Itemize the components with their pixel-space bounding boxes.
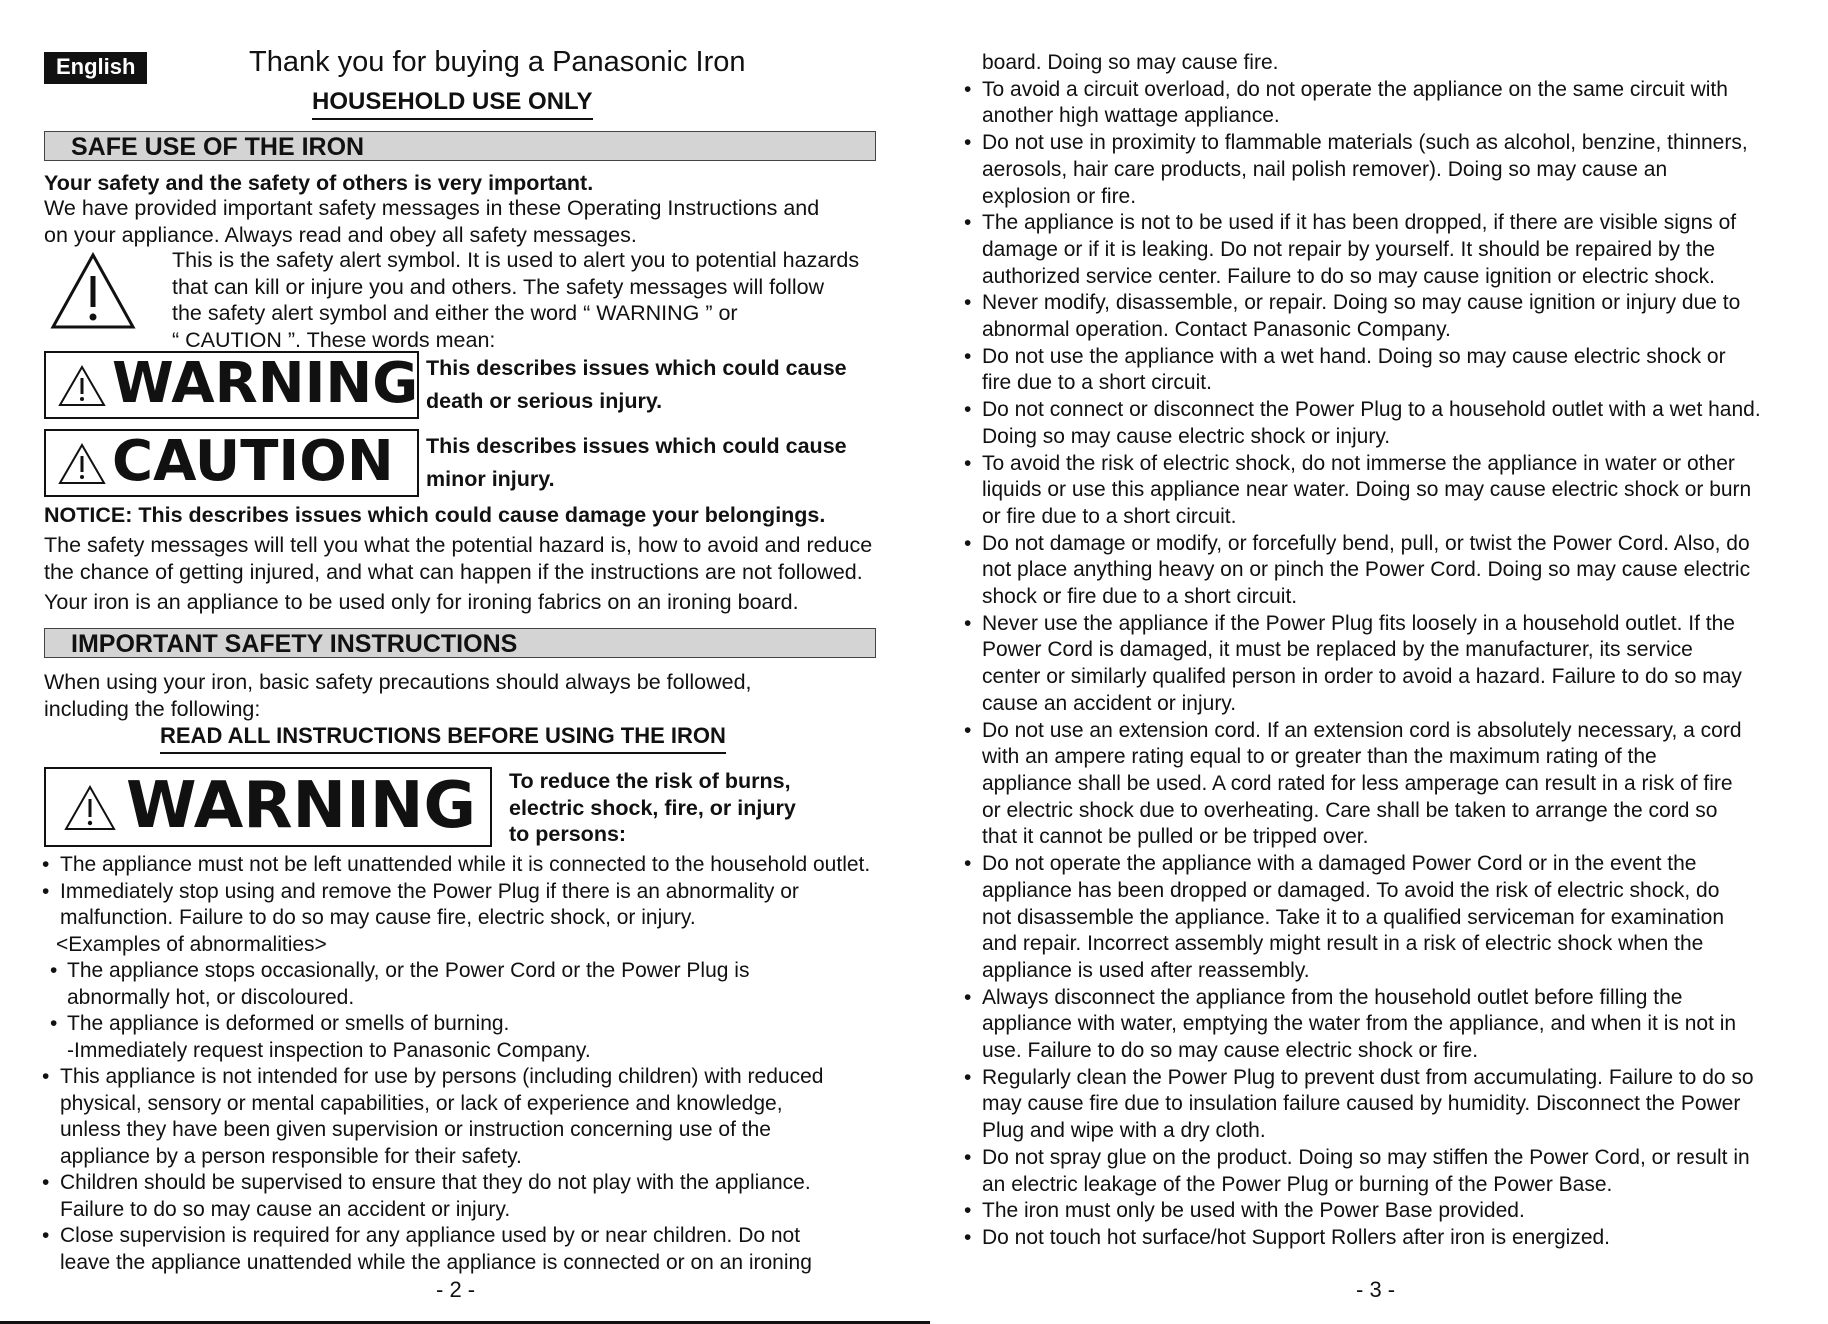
text-line: “ CAUTION ”. These words mean: [172,327,496,352]
safety-heading: Your safety and the safety of others is very important. [44,171,594,195]
text-line: Never modify, disassemble, or repair. Doing so may cause ignition or injury due to [982,291,1741,315]
text-line: appliance by a person responsible for their safety. [60,1144,522,1168]
text-line: Power Cord is damaged, it must be replaced by the manufacturer, its service [982,638,1693,662]
warning-word: WARNING [112,351,419,416]
text-line: or fire due to a short circuit. [982,504,1237,528]
text-line: abnormal operation. Contact Panasonic Company. [982,318,1451,342]
text-line: Failure to do so may cause an accident or injury. [60,1197,511,1221]
notice-text: NOTICE: This describes issues which could cause damage your belongings. [44,503,826,527]
text-line: The safety messages will tell you what the potential hazard is, how to avoid and reduce [44,533,873,557]
text-line: shock or fire due to a short circuit. [982,585,1298,609]
text-line: Do not spray glue on the product. Doing so may stiffen the Power Cord, or result in [982,1145,1750,1169]
household-use-heading: HOUSEHOLD USE ONLY [312,88,593,120]
list-item: • The iron must only be used with the Power Base provided. [964,1198,1814,1225]
list-item: • The appliance must not be left unattended while it is connected to the household outlet. [42,852,922,879]
warning-signal-box [44,351,419,419]
warning-triangle-icon [58,365,106,407]
page-title: Thank you for buying a Panasonic Iron [249,46,746,78]
text-line: Do not operate the appliance with a damaged Power Cord or in the event the [982,852,1697,876]
intro-text [44,195,884,248]
text-line: the chance of getting injured, and what can happen if the instructions are not followed. [44,559,863,584]
text-line: appliance with water, emptying the water from the appliance, and when it is not in [982,1012,1737,1036]
text-line: and repair. Incorrect assembly might result in a risk of electric shock when the [982,932,1704,956]
list-item: • Never modify, disassemble, or repair. Doing so may cause ignition or injury due to abnormal operation. Contact Panasonic Company. [964,290,1814,343]
list-item: • Do not use the appliance with a wet hand. Doing so may cause electric shock or fire due to a short circuit. [964,344,1814,397]
warning-description-2 [509,768,796,848]
iron-use-text: Your iron is an appliance to be used only for ironing fabrics on an ironing board. [44,590,799,614]
text-line: Close supervision is required for any appliance used by or near children. Do not [60,1224,801,1247]
list-item: • To avoid a circuit overload, do not operate the appliance on the same circuit with another high wattage appliance. [964,77,1814,130]
text-line: Doing so may cause electric shock or injury. [982,424,1391,448]
list-item: • Do not use an extension cord. If an extension cord is absolutely necessary, a cord with an ampere rating equal to or greater than the maximum rating of the appliance shall be used. A cord rated for less amperage can result in a risk of fire or electric shock due to overheating. Care shall be taken to arrange the cord so that it cannot be pulled or be tripped over. [964,718,1814,852]
text-line: center or similarly qualifed person in order to avoid a hazard. Failure to do so may [982,665,1742,689]
text-line: physical, sensory or mental capabilities, or lack of experience and knowledge, [60,1091,783,1115]
text-line: an electric leakage of the Power Plug or burning of the Power Base. [982,1172,1613,1196]
section-important-safety [44,628,876,658]
language-tab: English [44,52,147,84]
text-line: This is the safety alert symbol. It is used to alert you to potential hazards [172,248,860,272]
text-line: death or serious injury. [426,389,663,413]
text-line: To avoid the risk of electric shock, do not immerse the appliance in water or other [982,451,1735,475]
text-line: not place anything heavy on or pinch the Power Cord. Doing so may cause electric [982,558,1751,582]
text-line: Do not use in proximity to flammable materials (such as alcohol, benzine, thinners, [982,131,1748,155]
text-line: or electric shock due to overheating. Care shall be taken to arrange the cord so [982,798,1718,822]
warning-triangle-icon [64,785,116,831]
warning-signal-box-2 [44,767,492,847]
text-line: The appliance is deformed or smells of burning. [67,1012,510,1035]
list-item: • Do not use in proximity to flammable materials (such as alcohol, benzine, thinners, aerosols, hair care products, nail polish remover). Doing so may cause an explosion or fire. [964,130,1814,210]
text-line: Do not touch hot surface/hot Support Rollers after iron is energized. [982,1225,1611,1249]
text-line: use. Failure to do so may cause electric shock or fire. [982,1039,1479,1063]
list-item: • This appliance is not intended for use by persons (including children) with reduced physical, sensory or mental capabilities, or lack of experience and knowledge, unless they have been given supervision or instruction concerning use of the appliance by a person responsible for their safety. [42,1064,922,1170]
list-item: • The appliance is not to be used if it has been dropped, if there are visible signs of damage or if it is leaking. Do not repair by yourself. It should be repaired by the authorized service center. Failure to do so may cause ignition or electric shock. [964,210,1814,290]
page-number: - 3 - [1356,1277,1396,1302]
text-line: The appliance stops occasionally, or the Power Cord or the Power Plug is [67,959,750,982]
text-line: Do not connect or disconnect the Power Plug to a household outlet with a wet hand. [982,398,1761,422]
warning-list [42,852,922,1276]
text-line: Never use the appliance if the Power Plug fits loosely in a household outlet. If the [982,611,1735,635]
text-line: another high wattage appliance. [982,104,1280,128]
read-all-heading: READ ALL INSTRUCTIONS BEFORE USING THE IRON [160,723,726,754]
section-safe-use [44,131,876,161]
text-line: abnormally hot, or discoloured. [67,985,355,1009]
text-line: on your appliance. Always read and obey all safety messages. [44,222,637,247]
text-line: When using your iron, basic safety precautions should always be followed, [44,670,752,694]
safety-messages-text [44,532,894,585]
list-item: • Always disconnect the appliance from the household outlet before filling the appliance with water, emptying the water from the appliance, and when it is not in use. Failure to do so may cause electric shock or fire. [964,985,1814,1065]
text-line: not disassemble the appliance. Take it to a qualified serviceman for examination [982,905,1725,929]
examples-label: <Examples of abnormalities> [56,932,327,956]
warning-word: WARNING [126,769,476,843]
text-line: unless they have been given supervision or instruction concerning use of the [60,1118,771,1141]
caution-word: CAUTION [112,429,394,494]
text-line: Do not use the appliance with a wet hand. Doing so may cause electric shock or [982,344,1726,368]
list-item: • Regularly clean the Power Plug to prevent dust from accumulating. Failure to do so may cause fire due to insulation failure caused by humidity. Disconnect the Power Plug and wipe with a dry cloth. [964,1065,1814,1145]
text-line: fire due to a short circuit. [982,371,1212,395]
text-line: Children should be supervised to ensure that they do not play with the appliance. [60,1171,811,1194]
text-line: appliance shall be used. A cord rated for less amperage can result in a risk of fire [982,771,1733,795]
text-line: The iron must only be used with the Power Base provided. [982,1199,1525,1223]
list-item: • The appliance stops occasionally, or the Power Cord or the Power Plug is abnormally hot, or discoloured. [42,958,922,1011]
alert-triangle-icon [50,252,136,330]
list-item: • Never use the appliance if the Power Plug fits loosely in a household outlet. If the Power Cord is damaged, it must be replaced by the manufacturer, its service center or similarly qualifed person in order to avoid a hazard. Failure to do so may cause an accident or injury. [964,611,1814,718]
precautions-text [44,669,752,722]
text-line: Do not damage or modify, or forcefully bend, pull, or twist the Power Cord. Also, do [982,531,1750,555]
text-line: Always disconnect the appliance from the household outlet before filling the [982,985,1683,1009]
text-line: This describes issues which could cause [426,356,847,380]
list-item: • Do not damage or modify, or forcefully bend, pull, or twist the Power Cord. Also, do not place anything heavy on or pinch the Power Cord. Doing so may cause electric shock or fire due to a short circuit. [964,531,1814,611]
list-item: • Do not touch hot surface/hot Support Rollers after iron is energized. [964,1225,1814,1252]
text-line: To avoid a circuit overload, do not operate the appliance on the same circuit with [982,77,1728,101]
text-line: to persons: [509,822,627,846]
text-line: liquids or use this appliance near water. Doing so may cause electric shock or burn [982,478,1752,502]
text-line: aerosols, hair care products, nail polish remover). Doing so may cause an [982,157,1668,181]
text-line: The appliance must not be left unattended while it is connected to the household outlet. [60,853,871,876]
text-line: appliance is used after reassembly. [982,958,1310,982]
caution-description [426,430,847,496]
section-title: IMPORTANT SAFETY INSTRUCTIONS [71,630,518,658]
text-line: explosion or fire. [982,184,1137,208]
list-item: • Do not operate the appliance with a damaged Power Cord or in the event the appliance has been dropped or damaged. To avoid the risk of electric shock, do not disassemble the appliance. Take it to a qualified serviceman for examination and repair. Incorrect assembly might result in a risk of electric shock when the appliance is used after reassembly. [964,851,1814,985]
caution-signal-box [44,429,419,497]
text-line: minor injury. [426,467,555,491]
text-line: To reduce the risk of burns, [509,769,791,793]
text-line: including the following: [44,696,261,721]
text-line: Immediately stop using and remove the Power Plug if there is an abnormality or [60,879,799,903]
text-line: Regularly clean the Power Plug to prevent dust from accumulating. Failure to do so [982,1065,1754,1089]
page-number: - 2 - [436,1277,476,1302]
list-item: • Do not spray glue on the product. Doing so may stiffen the Power Cord, or result in an electric leakage of the Power Plug or burning of the Power Base. [964,1145,1814,1198]
text-line: the safety alert symbol and either the word “ WARNING ” or [172,301,738,325]
list-item: • The appliance is deformed or smells of burning. -Immediately request inspection to Panasonic Company. [42,1011,922,1064]
text-line: with an ampere rating equal to or greater than the maximum rating of the [982,745,1657,769]
text-line: appliance has been dropped or damaged. To avoid the risk of electric shock, do [982,878,1720,902]
warning-description [426,352,847,418]
text-line: Plug and wipe with a dry cloth. [982,1119,1266,1143]
text-line: that it cannot be pulled or be tripped over. [982,825,1369,849]
text-line: malfunction. Failure to do so may cause fire, electric shock, or injury. [60,906,696,929]
text-line: The appliance is not to be used if it has been dropped, if there are visible signs of [982,211,1737,235]
list-item: • Do not connect or disconnect the Power Plug to a household outlet with a wet hand. Doing so may cause electric shock or injury. [964,397,1814,450]
list-item: • Children should be supervised to ensure that they do not play with the appliance. Failure to do so may cause an accident or injury. [42,1170,922,1223]
text-line: leave the appliance unattended while the appliance is connected or on an ironing [60,1250,812,1274]
text-line: Do not use an extension cord. If an extension cord is absolutely necessary, a cord [982,718,1742,742]
alert-symbol-text [172,247,892,353]
list-item: • Immediately stop using and remove the Power Plug if there is an abnormality or malfunction. Failure to do so may cause fire, electric shock, or injury. [42,879,922,932]
text-line: This describes issues which could cause [426,434,847,458]
text-line: -Immediately request inspection to Panasonic Company. [67,1038,591,1062]
warning-list-continued [964,50,1814,1252]
text-line: may cause fire due to insulation failure caused by humidity. Disconnect the Power [982,1092,1741,1116]
text-line: electric shock, fire, or injury [509,795,796,820]
text-line: that can kill or injure you and others. The safety messages will follow [172,274,825,299]
section-title: SAFE USE OF THE IRON [71,133,365,161]
text-line: This appliance is not intended for use by persons (including children) with reduced [60,1065,824,1088]
text-line: damage or if it is leaking. Do not repair by yourself. It should be repaired by the [982,237,1716,261]
list-item: • Close supervision is required for any appliance used by or near children. Do not leave the appliance unattended while the appliance is connected or on an ironing [42,1223,922,1276]
text-line: We have provided important safety messages in these Operating Instructions and [44,196,820,220]
caution-triangle-icon [58,443,106,485]
list-item: • To avoid the risk of electric shock, do not immerse the appliance in water or other liquids or use this appliance near water. Doing so may cause electric shock or burn or fire due to a short circuit. [964,451,1814,531]
continuation-text: board. Doing so may cause fire. [982,51,1279,74]
text-line: cause an accident or injury. [982,691,1237,715]
text-line: authorized service center. Failure to do so may cause ignition or electric shock. [982,264,1716,288]
